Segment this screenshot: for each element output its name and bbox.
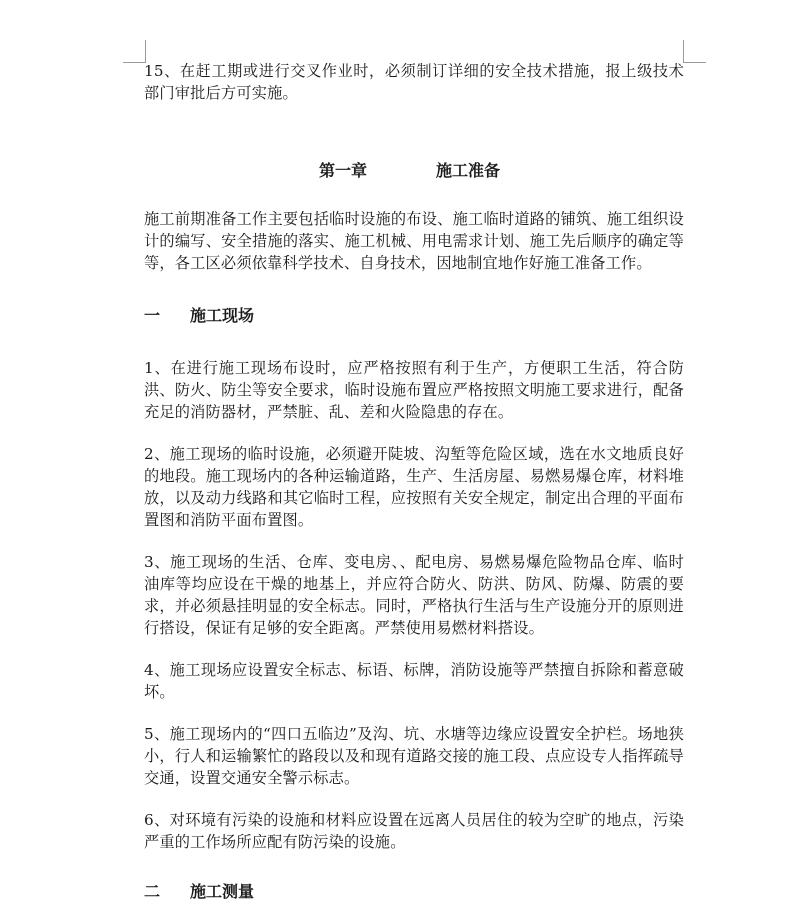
section-number: 二 [144, 882, 161, 901]
margin-mark-top-right [683, 40, 706, 63]
list-item-5: 5、施工现场内的“四口五临边”及沟、坑、水塘等边缘应设置安全护栏。场地狭小，行人和运输繁忙的路段以及和现有道路交接的施工段、点应设专人指挥疏导交通，设置交通安全警示标志。 [144, 725, 684, 787]
chapter-number: 第一章 [319, 161, 368, 180]
section-number: 一 [144, 306, 161, 325]
chapter-heading [144, 160, 684, 182]
section-heading-2 [144, 881, 684, 903]
section-title: 施工测量 [190, 882, 255, 901]
margin-mark-top-left [123, 40, 146, 63]
list-item-3: 3、施工现场的生活、仓库、变电房、、配电房、易燃易爆危险物品仓库、临时油库等均应设在干燥的地基上，并应符合防火、防洪、防风、防爆、防震的要求，并必须悬挂明显的安全标志。同时，严格执行生活与生产设施分开的原则进行搭设，保证有足够的安全距离。严禁使用易燃材料搭设。 [144, 553, 684, 637]
section-title: 施工现场 [190, 306, 255, 325]
paragraph-15: 15、在赶工期或进行交叉作业时，必须制订详细的安全技术措施，报上级技术部门审批后方可实施。 [144, 62, 684, 102]
chapter-intro-paragraph: 施工前期准备工作主要包括临时设施的布设、施工临时道路的铺筑、施工组织设计的编写、安全措施的落实、施工机械、用电需求计划、施工先后顺序的确定等等，各工区必须依靠科学技术、自身技术，因地制宜地作好施工准备工作。 [144, 210, 684, 272]
document-body [144, 60, 684, 903]
chapter-title: 施工准备 [436, 161, 501, 180]
list-item-6: 6、对环境有污染的设施和材料应设置在远离人员居住的较为空旷的地点，污染严重的工作场所应配有防污染的设施。 [144, 811, 684, 851]
list-item-4: 4、施工现场应设置安全标志、标语、标牌，消防设施等严禁擅自拆除和蓄意破坏。 [144, 661, 684, 701]
section-heading-1 [144, 305, 684, 327]
list-item-2: 2、施工现场的临时设施，必须避开陡坡、沟堑等危险区域，选在水文地质良好的地段。施工现场内的各种运输道路，生产、生活房屋、易燃易爆仓库，材料堆放，以及动力线路和其它临时工程，应按照有关安全规定，制定出合理的平面布置图和消防平面布置图。 [144, 445, 684, 529]
list-item-1: 1、在进行施工现场布设时，应严格按照有利于生产，方便职工生活，符合防洪、防火、防尘等安全要求，临时设施布置应严格按照文明施工要求进行，配备充足的消防器材，严禁脏、乱、差和火险隐患的存在。 [144, 359, 684, 421]
